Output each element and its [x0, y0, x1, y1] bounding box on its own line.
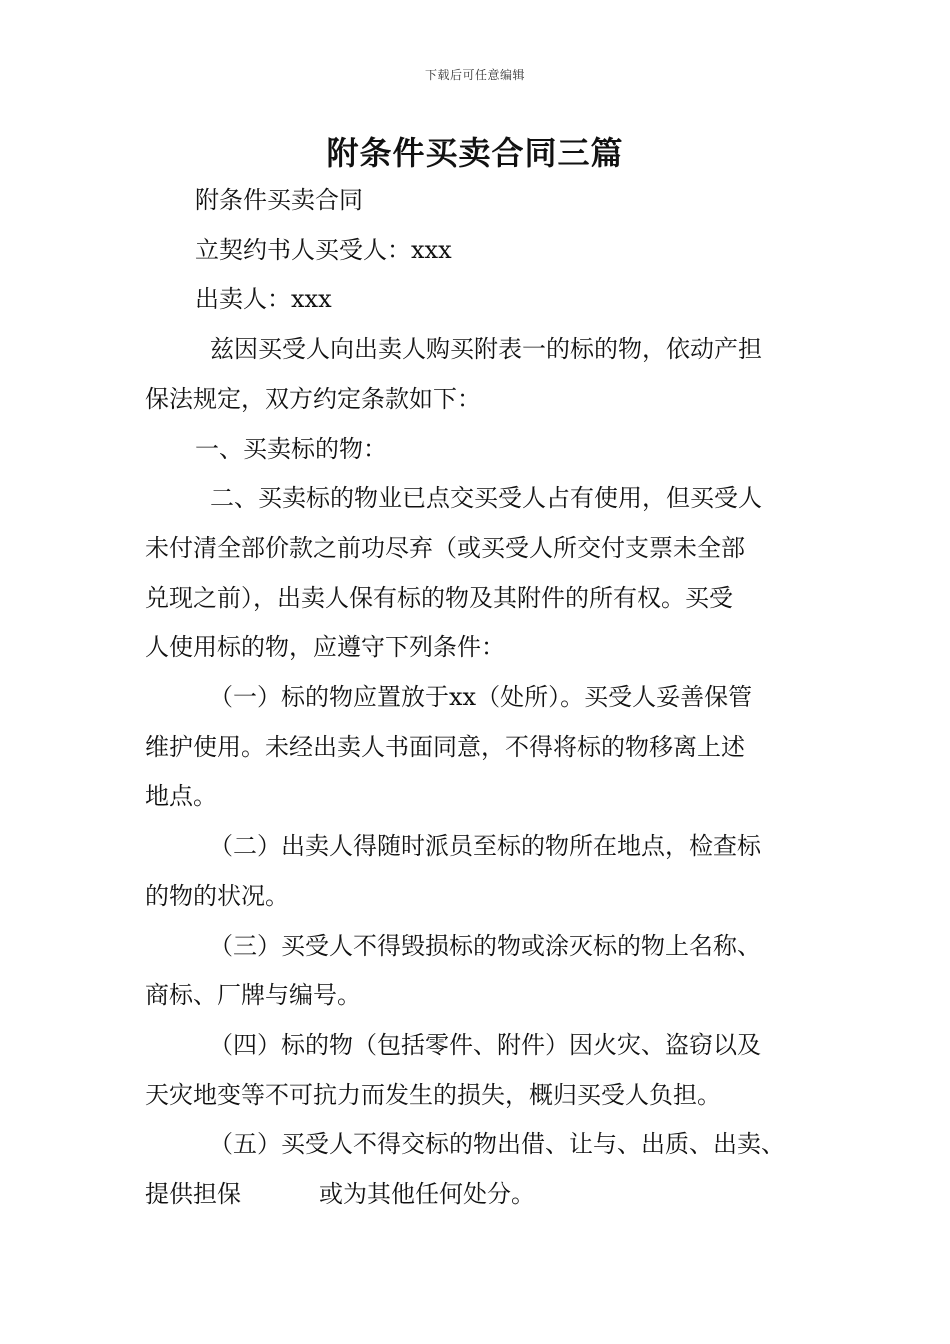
paragraph-line: 地点。 [145, 782, 217, 811]
header-note: 下载后可任意编辑 [424, 68, 525, 82]
paragraph-line: 天灾地变等不可抗力而发生的损失，概归买受人负担。 [145, 1080, 721, 1109]
paragraph-line: 维护使用。未经出卖人书面同意，不得将标的物移离上述 [145, 732, 745, 761]
paragraph-line: 人使用标的物，应遵守下列条件： [145, 633, 505, 662]
section-heading: 一、买卖标的物： [195, 434, 387, 463]
clause-line: （一）标的物应置放于xx（处所）。买受人妥善保管 [209, 683, 753, 712]
clause-line: （五）买受人不得交标的物出借、让与、出质、出卖、 [209, 1130, 785, 1159]
last-line-part2: 或为其他任何处分。 [319, 1180, 535, 1209]
paragraph-line: 商标、厂牌与编号。 [145, 981, 361, 1010]
paragraph-line-last [145, 1170, 825, 1220]
last-line-part1: 提供担保 [145, 1180, 241, 1209]
clause-line: （二）出卖人得随时派员至标的物所在地点，检查标 [209, 832, 761, 861]
paragraph-line: 保法规定，双方约定条款如下： [145, 384, 481, 413]
clause-line: （三）买受人不得毁损标的物或涂灭标的物上名称、 [209, 931, 761, 960]
clause-line: （四）标的物（包括零件、附件）因火灾、盗窃以及 [209, 1030, 761, 1059]
seller-line: 出卖人：xxx [195, 285, 332, 314]
paragraph-line: 的物的状况。 [145, 881, 289, 910]
paragraph-line: 未付清全部价款之前功尽弃（或买受人所交付支票未全部 [145, 533, 745, 562]
buyer-line: 立契约书人买受人：xxx [195, 235, 452, 264]
paragraph-line: 兹因买受人向出卖人购买附表一的标的物，依动产担 [210, 335, 762, 364]
paragraph-line: 兑现之前），出卖人保有标的物及其附件的所有权。买受 [145, 583, 733, 612]
page-title: 附条件买卖合同三篇 [326, 134, 624, 172]
paragraph-line: 二、买卖标的物业已点交买受人占有使用，但买受人 [210, 484, 762, 513]
document-body [145, 176, 825, 1220]
contract-subtitle: 附条件买卖合同 [195, 186, 363, 214]
